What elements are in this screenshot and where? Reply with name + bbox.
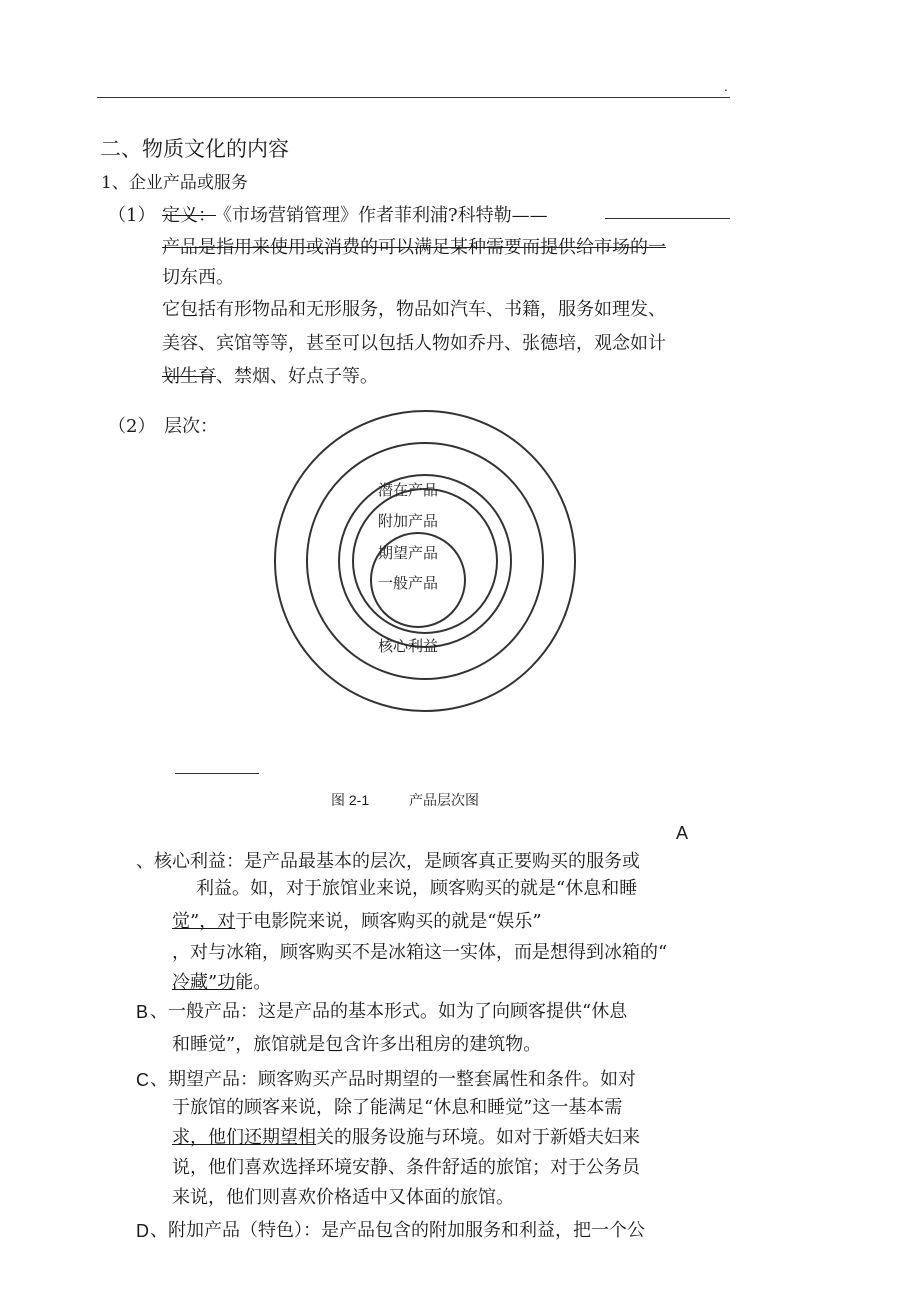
section-subtitle: 1、企业产品或服务 [101,173,248,193]
label-generic-product: 一般产品 [378,574,439,592]
item-a-line-3-underlined: 觉”，对 [172,911,236,932]
item-c-line-3-underlined: 求，他们还期望相 [172,1127,316,1148]
definition-blank-line [605,218,730,219]
item-a-line-2: 利益。如，对于旅馆业来说，顾客购买的就是“休息和睡 [196,878,638,899]
header-dot: . [724,80,728,94]
ring-augmented [307,443,543,679]
ring-core [371,533,465,627]
label-core-benefit: 核心利益 [378,637,439,655]
item-c-line-2: 于旅馆的顾客来说，除了能满足“休息和睡觉”这一基本需 [172,1097,623,1118]
item-c-line-5: 来说，他们则喜欢价格适中又体面的旅馆。 [172,1187,514,1208]
levels-label: 层次： [164,416,218,437]
ring-potential [275,411,575,711]
definition-line-2: 切东西。 [162,267,234,288]
figure-caption-title: 产品层次图 [409,793,479,809]
section-title: 二、物质文化的内容 [100,137,289,161]
item-a-line-1: 、核心利益：是产品最基本的层次，是顾客真正要购买的服务或 [136,851,640,872]
definition-line-5 [162,366,378,388]
item-a-line-3 [172,911,542,933]
item-c-line-3-rest: 关的服务设施与环境。如对于新婚夫妇来 [316,1127,640,1148]
item-b-line-1: 、一般产品：这是产品的基本形式。如为了向顾客提供“休息 [150,1001,628,1022]
item-b-letter: B [136,1002,149,1022]
definition-number: （1） [108,205,156,226]
label-potential-product: 潜在产品 [378,481,439,499]
definition-label: 定义： [162,205,216,226]
figure-caption-number: 图 2-1 [331,792,370,808]
item-c-line-3 [172,1127,640,1149]
definition-source: 《市场营销管理》作者菲利浦?科特勒—— [214,205,548,226]
definition-line-5-struck: 划生育 [162,366,216,387]
item-a-line-3-rest: 于电影院来说，顾客购买的就是“娱乐” [235,911,542,932]
header-rule [97,97,730,98]
item-a-letter: A [676,823,689,843]
definition-line-1: 产品是指用来使用或消费的可以满足某种需要而提供给市场的一 [162,237,666,258]
item-d-letter: D [136,1221,149,1241]
item-b-line-2: 和睡觉”，旅馆就是包含许多出租房的建筑物。 [172,1034,542,1055]
ring-expected [339,475,511,647]
ring-generic [353,489,497,633]
definition-line-3: 它包括有形物品和无形服务，物品如汽车、书籍，服务如理发、 [162,299,666,320]
label-expected-product: 期望产品 [378,544,439,562]
definition-line-4: 美容、宾馆等等，甚至可以包括人物如乔丹、张德培，观念如计 [162,333,666,354]
label-augmented-product: 附加产品 [378,512,439,530]
item-c-line-1: 、期望产品：顾客购买产品时期望的一整套属性和条件。如对 [150,1069,636,1090]
item-a-line-5-rest: 能。 [235,972,272,993]
item-a-line-5 [172,972,271,994]
item-c-line-4: 说，他们喜欢选择环境安静、条件舒适的旅馆；对于公务员 [172,1157,640,1178]
levels-number: （2） [108,416,156,437]
item-d-line-1: 、附加产品（特色）：是产品包含的附加服务和利益，把一个公 [150,1220,645,1241]
figure-short-rule [175,773,259,774]
definition-line-5-rest: 、禁烟、好点子等。 [216,366,378,387]
item-c-letter: C [136,1070,149,1090]
item-a-line-4: ，对与冰箱，顾客购买不是冰箱这一实体，而是想得到冰箱的“ [172,942,668,963]
item-a-line-5-underlined: 冷藏”功 [172,972,236,993]
